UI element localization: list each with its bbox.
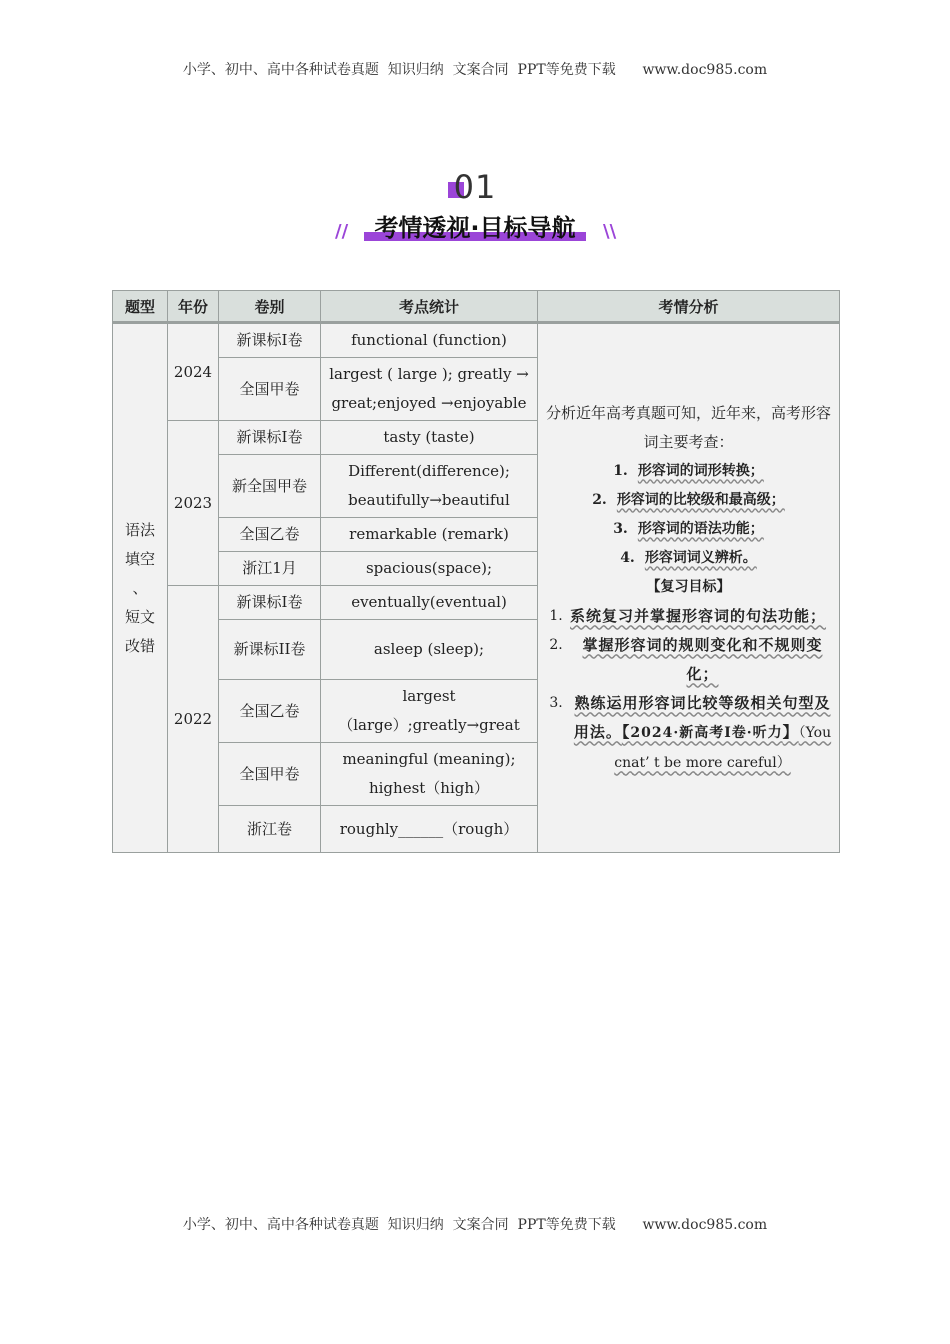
paper-cell: 新课标I卷 <box>219 586 321 620</box>
section-title-text: 考情透视·目标导航 <box>374 214 576 242</box>
point-cell: asleep (sleep); <box>321 620 538 680</box>
goal-item: 3. 熟练运用形容词比较等级相关句型及用法。【2024·新高考I卷·听力】（You cnat’ t be more careful） <box>549 693 832 771</box>
header-year: 年份 <box>168 291 219 323</box>
page-footer: 小学、初中、高中各种试卷真题 知识归纳 文案合同 PPT等免费下载 www.doc985.com <box>182 1217 768 1233</box>
paper-cell: 全国甲卷 <box>219 743 321 806</box>
header-type: 题型 <box>113 291 168 323</box>
header-paper: 卷别 <box>219 291 321 323</box>
paper-cell: 新全国甲卷 <box>219 455 321 518</box>
point-cell: tasty (taste) <box>321 421 538 455</box>
paper-cell: 全国甲卷 <box>219 358 321 421</box>
section-number <box>454 168 497 206</box>
paper-cell: 新课标II卷 <box>219 620 321 680</box>
paper-cell: 浙江1月 <box>219 552 321 586</box>
type-line: 填空 <box>124 549 155 568</box>
type-line: 语法 <box>124 520 155 539</box>
point-cell: largest ( large ); greatly → great;enjoyed →enjoyable <box>321 358 538 421</box>
analysis-item: 1. 形容词的词形转换； <box>613 462 764 479</box>
analysis-intro: 分析近年高考真题可知，近年来，高考形容词主要考查： <box>545 403 831 451</box>
goal-item: 2. 掌握形容词的规则变化和不规则变化； <box>549 635 823 683</box>
table-row <box>113 323 840 358</box>
point-cell: meaningful (meaning); highest（high） <box>321 743 538 806</box>
analysis-item: 4. 形容词词义辨析。 <box>620 549 757 566</box>
year-cell: 2023 <box>168 421 219 586</box>
analysis-cell <box>538 323 840 853</box>
point-cell: Different(difference); beautifully→beautiful <box>321 455 538 518</box>
paper-cell: 全国乙卷 <box>219 518 321 552</box>
type-line: 短文 <box>124 607 155 626</box>
header-points: 考点统计 <box>321 291 538 323</box>
goal-item: 1. 系统复习并掌握形容词的句法功能； <box>549 606 827 625</box>
section-number-text: 01 <box>453 168 497 206</box>
left-slash-decoration: // <box>335 221 349 242</box>
type-line: 改错 <box>124 636 155 655</box>
point-cell: spacious(space); <box>321 552 538 586</box>
analysis-item: 2. 形容词的比较级和最高级； <box>592 491 785 508</box>
point-cell: roughly______（rough） <box>321 806 538 853</box>
point-cell: remarkable (remark) <box>321 518 538 552</box>
year-cell: 2022 <box>168 586 219 853</box>
point-cell: functional (function) <box>321 323 538 358</box>
point-cell: largest （large）;greatly→great <box>321 680 538 743</box>
paper-cell: 浙江卷 <box>219 806 321 853</box>
paper-cell: 新课标I卷 <box>219 323 321 358</box>
right-slash-decoration: \\ <box>603 221 617 242</box>
goals-title: 【复习目标】 <box>646 578 731 595</box>
type-line: 、 <box>132 578 148 597</box>
table-header-row <box>113 291 840 323</box>
header-analysis: 考情分析 <box>538 291 840 323</box>
paper-cell: 新课标I卷 <box>219 421 321 455</box>
section-title <box>364 208 585 243</box>
analysis-item: 3. 形容词的语法功能； <box>613 520 764 537</box>
question-type-cell <box>113 323 168 853</box>
exam-analysis-table <box>112 290 840 853</box>
paper-cell: 全国乙卷 <box>219 680 321 743</box>
year-cell: 2024 <box>168 323 219 421</box>
point-cell: eventually(eventual) <box>321 586 538 620</box>
page-header: 小学、初中、高中各种试卷真题 知识归纳 文案合同 PPT等免费下载 www.doc985.com <box>182 62 768 78</box>
